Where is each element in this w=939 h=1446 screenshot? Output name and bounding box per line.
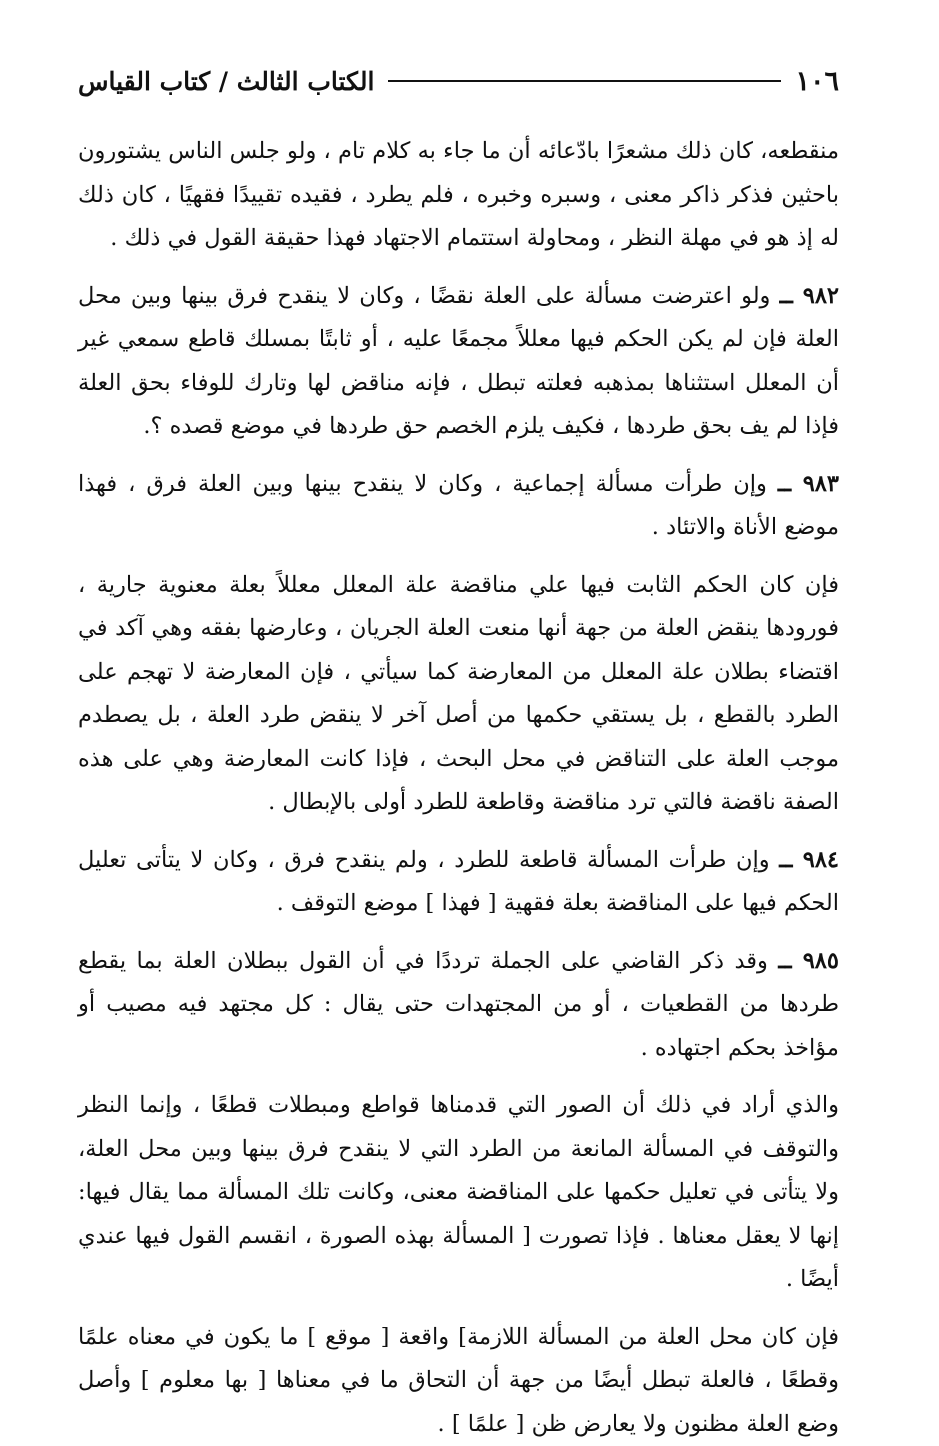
running-title: الكتاب الثالث / كتاب القياس [78,67,374,96]
paragraph-number: ٩٨٤ ــ [779,847,839,873]
paragraph-text: ولو اعترضت مسألة على العلة نقضًا ، وكان لا ينقدح فرق بينها وبين محل العلة فإن لم يكن الحكم فيها معللاً مجمعًا عليه ، أو ثابتًا بمسلك قاطع سمعي غير أن المعلل استثناها بمذهبه فعلته تبطل ، فإنه مناقض لها وتارك للوفاء بحق العلة فإذا لم يف بحق طردها ، فكيف يلزم الخصم حق طردها في موضع قصده ؟. [78,283,839,440]
header-rule [388,80,781,82]
paragraph-text: فإن كان محل العلة من المسألة اللازمة] واقعة [ موقع ] ما يكون في معناه علمًا وقطعًا ، فالعلة تبطل أيضًا من جهة أن التحاق ما في معناها [ بها معلوم ] وأصل وضع العلة مظنون ولا يعارض ظن [ علمًا ] . [78,1324,839,1437]
book-page [78,58,839,1346]
paragraph [78,839,839,926]
page-number: ١٠٦ [795,66,839,97]
paragraph-text: وقد ذكر القاضي على الجملة ترددًا في أن القول ببطلان العلة بما يقطع طردها من القطعيات ، أو من المجتهدات حتى يقال : كل مجتهد فيه مصيب أو مؤاخذ بحكم اجتهاده . [78,948,839,1061]
paragraph-text: والذي أراد في ذلك أن الصور التي قدمناها قواطع ومبطلات قطعًا ، وإنما النظر والتوقف في المسألة المانعة من الطرد التي لا ينقدح فرق بينها وبين محل العلة، ولا يتأتى في تعليل حكمها على المناقضة معنى، وكانت تلك المسألة مما يقال فيها: إنها لا يعقل معناها . فإذا تصورت [ المسألة بهذه الصورة ، انقسم القول فيها عندي أيضًا . [78,1092,839,1292]
paragraph [78,130,839,261]
paragraph-text: وإن طرأت مسألة إجماعية ، وكان لا ينقدح بينها وبين العلة فرق ، فهذا موضع الأناة والاتئاد . [78,471,839,541]
paragraph [78,1316,839,1446]
page-body [78,130,839,1446]
paragraph [78,463,839,550]
paragraph-text: منقطعه، كان ذلك مشعرًا بادّعائه أن ما جاء به كلام تام ، ولو جلس الناس يشتورون باحثين فذكر ذاكر معنى ، وسبره وخبره ، فلم يطرد ، فقيده تقييدًا فقهيًا ، كان ذلك له إذ هو في مهلة النظر ، ومحاولة استتمام الاجتهاد فهذا حقيقة القول في ذلك . [78,138,839,251]
paragraph-number: ٩٨٣ ــ [778,471,839,497]
paragraph [78,1084,839,1302]
paragraph-number: ٩٨٢ ــ [780,283,839,309]
paragraph-text: فإن كان الحكم الثابت فيها علي مناقضة علة المعلل معللاً بعلة معنوية جارية ، فورودها ينقض العلة من جهة أنها منعت العلة الجريان ، وعارضها بفقه وهي آكد في اقتضاء بطلان علة المعلل من المعارضة كما سيأتي ، فإن المعارضة لا تهجم على الطرد بالقطع ، بل يستقي حكمها من أصل آخر لا ينقض طرد العلة ، بل يصطدم موجب العلة على التناقض في محل البحث ، فإذا كانت المعارضة وهي على هذه الصفة ناقضة فالتي ترد مناقضة وقاطعة للطرد أولى بالإبطال . [78,572,839,816]
paragraph [78,275,839,449]
paragraph-text: وإن طرأت المسألة قاطعة للطرد ، ولم ينقدح فرق ، وكان لا يتأتى تعليل الحكم فيها على المناقضة بعلة فقهية [ فهذا ] موضع التوقف . [78,847,839,917]
paragraph-number: ٩٨٥ ــ [778,948,839,974]
paragraph [78,940,839,1071]
page-header [78,58,839,104]
paragraph [78,564,839,825]
